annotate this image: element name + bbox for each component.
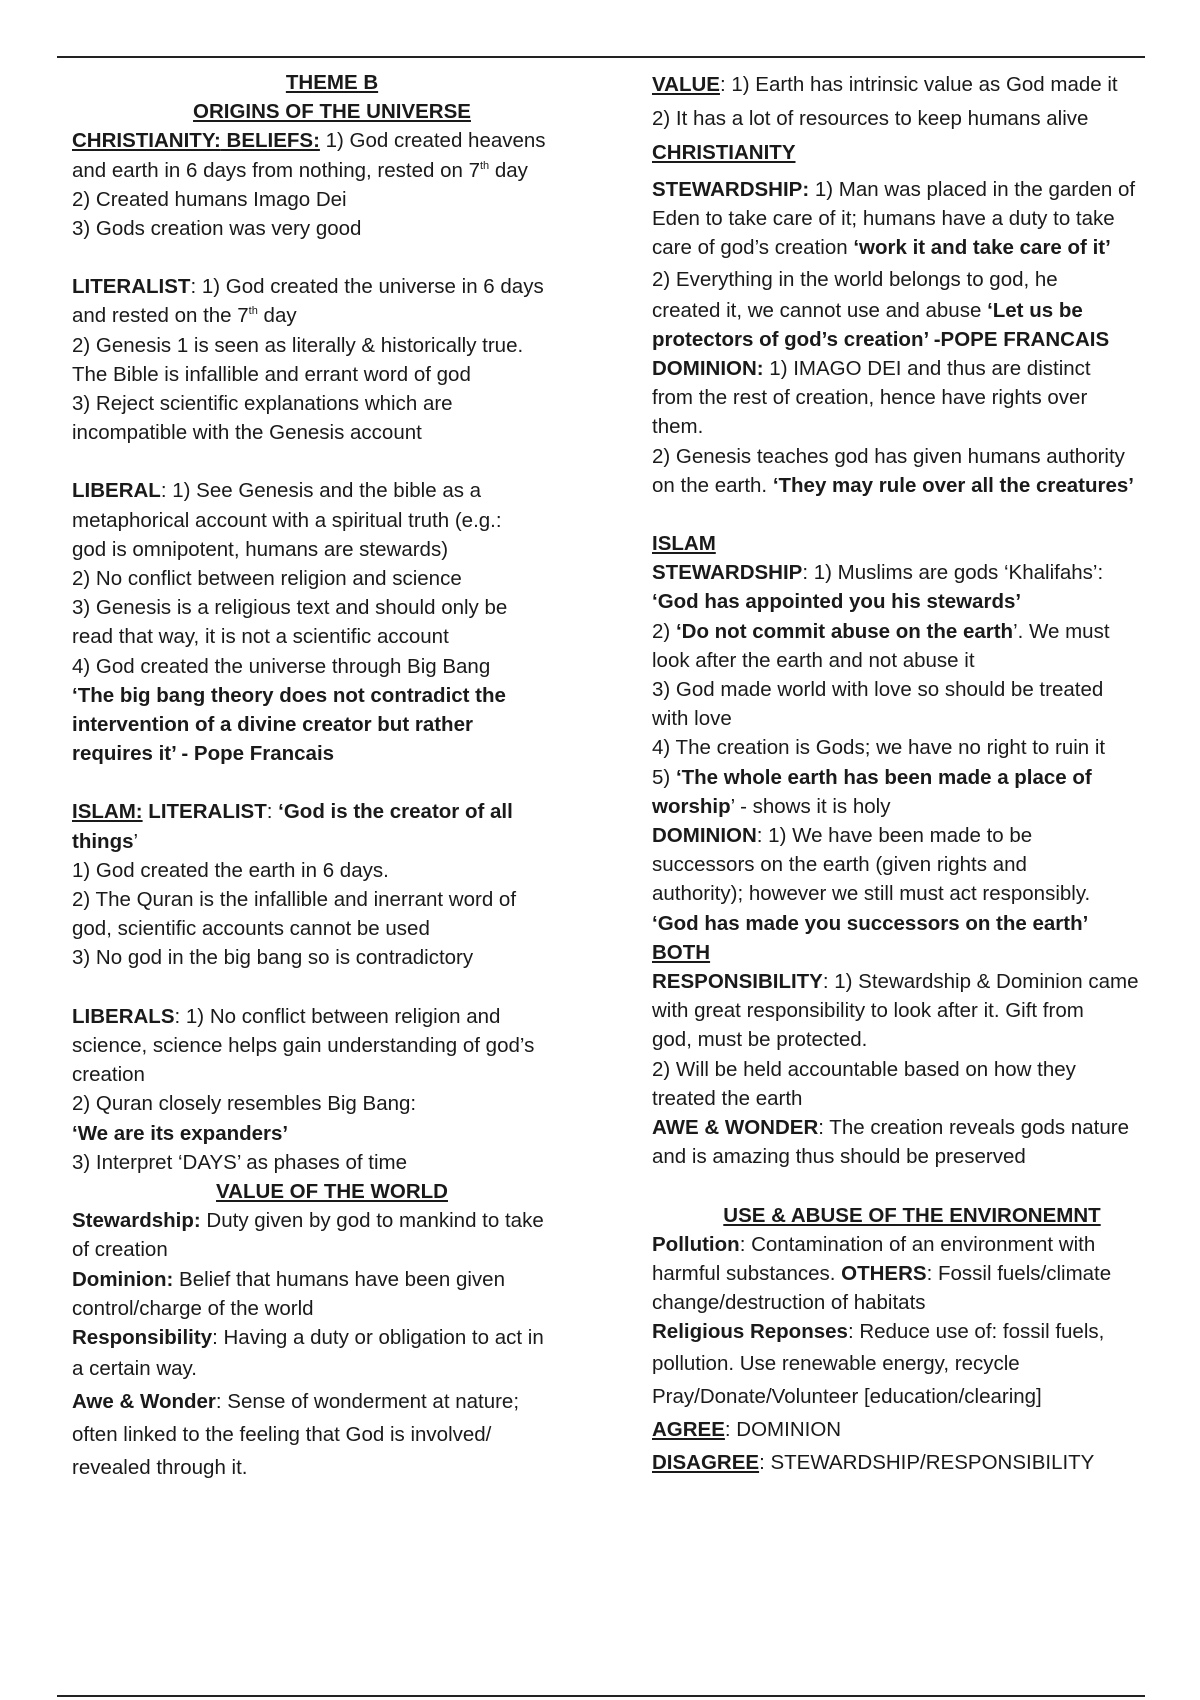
quote-line: intervention of a divine creator but rather (72, 713, 473, 737)
text-line: 1) God created the earth in 6 days. (72, 858, 389, 882)
text-line (652, 617, 1172, 646)
text-line (652, 325, 1172, 354)
text-line: 2) Everything in the world belongs to god, he (652, 267, 1058, 291)
text-line: and is amazing thus should be preserved (652, 1145, 1026, 1169)
text-line: 2) Genesis 1 is seen as literally & historically true. (72, 333, 524, 357)
text: day (489, 158, 528, 182)
text: : 1) Earth has intrinsic value as God made it (719, 73, 1118, 96)
text-line: change/destruction of habitats (652, 1291, 926, 1315)
christianity-beliefs-line (72, 126, 592, 155)
agree-line (652, 1413, 1172, 1446)
superscript: th (248, 305, 258, 318)
text-line: 2) Quran closely resembles Big Bang: (72, 1092, 417, 1116)
text: : 1) We have been made to be (756, 824, 1033, 848)
text-line (652, 792, 1172, 821)
text-line (72, 156, 592, 185)
text-line: control/charge of the world (72, 1296, 314, 1320)
text: 5) (652, 765, 676, 789)
text-line (72, 827, 592, 856)
text-line: 2) Created humans Imago Dei (72, 187, 347, 211)
text-line: treated the earth (652, 1086, 803, 1110)
text-line: from the rest of creation, hence have rights over (652, 386, 1088, 410)
text-line: with great responsibility to look after it. Gift from (652, 999, 1084, 1023)
value-of-world-title: VALUE OF THE WORLD (216, 1179, 448, 1203)
text: day (257, 304, 297, 328)
beliefs-heading: BELIEFS: (220, 129, 320, 153)
awe-wonder-def (72, 1385, 592, 1418)
quote: protectors of god’s creation (652, 327, 924, 351)
stewardship-line (652, 175, 1172, 204)
text-line: 3) Gods creation was very good (72, 217, 362, 241)
text-line: Eden to take care of it; humans have a duty to take (652, 207, 1115, 231)
left-column (72, 68, 592, 1484)
text-line: read that way, it is not a scientific account (72, 625, 449, 649)
text: Belief that humans have been given (173, 1267, 505, 1291)
text: : (266, 800, 279, 824)
quote: things (72, 829, 134, 853)
religious-responses-line (652, 1317, 1172, 1346)
text-line: god, must be protected. (652, 1028, 868, 1052)
text: : Contamination of an environment with (739, 1232, 1096, 1256)
quote: ‘They may rule over all the creatures’ (772, 473, 1135, 497)
quote: ‘work it and take care of it’ (853, 236, 1111, 260)
environment-title: USE & ABUSE OF THE ENVIRONEMNT (723, 1203, 1101, 1227)
quote-line: ‘We are its expanders’ (72, 1121, 289, 1145)
disagree-term: DISAGREE (652, 1450, 760, 1474)
pollution-line (652, 1230, 1172, 1259)
text-line: 2) Will be held accountable based on how they (652, 1057, 1076, 1081)
text: 1) God created heavens (319, 129, 546, 153)
text: : DOMINION (724, 1417, 842, 1441)
text-line: 3) Interpret ‘DAYS’ as phases of time (72, 1150, 407, 1174)
quote-line: ‘God has appointed you his stewards’ (652, 590, 1022, 614)
text: : Having a duty or obligation to act in (212, 1325, 544, 1349)
stewardship-def (72, 1206, 592, 1235)
text: and rested on the 7 (72, 304, 249, 328)
attribution: ’ -POPE FRANCAIS (923, 327, 1110, 351)
responsibility-term: RESPONSIBILITY (652, 970, 823, 994)
christianity-heading: CHRISTIANITY: (72, 129, 221, 153)
text: : Fossil fuels/climate (926, 1261, 1112, 1285)
text: created it, we cannot use and abuse (652, 298, 988, 322)
dominion-term: DOMINION: (652, 357, 764, 381)
text-line: authority); however we still must act responsibly. (652, 882, 1091, 906)
dominion-def (72, 1265, 592, 1294)
text: : 1) God created the universe in 6 days (190, 275, 544, 299)
agree-term: AGREE (652, 1417, 725, 1441)
responsibility-line (652, 967, 1172, 996)
text-line: 2) The Quran is the infallible and inerrant word of (72, 888, 517, 912)
text: 1) Man was placed in the garden of (809, 178, 1136, 201)
text-line: 2) It has a lot of resources to keep humans alive (652, 107, 1089, 130)
text-line: often linked to the feeling that God is involved/ (72, 1423, 492, 1447)
stewardship-line (652, 558, 1172, 587)
text: 1) IMAGO DEI and thus are distinct (763, 357, 1091, 381)
text: ’ (133, 829, 139, 853)
text-line: of creation (72, 1238, 168, 1262)
liberal-heading: LIBERAL (72, 479, 161, 503)
text: ’. We must (1013, 619, 1110, 643)
islam-heading: ISLAM (652, 532, 716, 556)
both-heading: BOTH (652, 940, 711, 964)
text-line: with love (652, 707, 732, 731)
text: on the earth. (652, 473, 773, 497)
religious-responses-term: Religious Reponses (652, 1320, 848, 1344)
text-line (652, 763, 1172, 792)
text-line (652, 471, 1172, 500)
literalist-heading: LITERALIST (142, 800, 267, 824)
text-line: god, scientific accounts cannot be used (72, 917, 430, 941)
text: : STEWARDSHIP/RESPONSIBILITY (759, 1450, 1095, 1474)
value-line (652, 68, 1172, 101)
text-line (652, 296, 1172, 325)
text-line: creation (72, 1063, 145, 1087)
text: : 1) Muslims are gods ‘Khalifahs’: (802, 561, 1104, 585)
stewardship-term: STEWARDSHIP: (652, 178, 810, 201)
text: : 1) Stewardship & Dominion came (822, 970, 1139, 994)
text-line: incompatible with the Genesis account (72, 421, 422, 445)
origins-title: ORIGINS OF THE UNIVERSE (193, 100, 471, 124)
text-line: god is omnipotent, humans are stewards) (72, 537, 449, 561)
text-line: metaphorical account with a spiritual truth (e.g.: (72, 508, 502, 532)
responsibility-def (72, 1323, 592, 1352)
theme-title: THEME B (285, 71, 379, 94)
dominion-line (652, 354, 1172, 383)
text-line: a certain way. (72, 1357, 197, 1381)
text-line: science, science helps gain understanding of god’s (72, 1033, 535, 1057)
text-line: 2) Genesis teaches god has given humans authority (652, 444, 1125, 468)
text: harmful substances. (652, 1261, 842, 1285)
text: : 1) No conflict between religion and (174, 1004, 501, 1028)
dominion-term: DOMINION (652, 824, 757, 848)
text: Duty given by god to mankind to take (200, 1209, 544, 1233)
top-rule (57, 56, 1145, 58)
bottom-rule (57, 1695, 1145, 1697)
text-line: Pray/Donate/Volunteer [education/clearing] (652, 1384, 1042, 1408)
liberal-line (72, 476, 592, 505)
quote: ‘Let us be (987, 298, 1083, 322)
quote: worship (652, 794, 731, 818)
responsibility-term: Responsibility (72, 1325, 213, 1349)
pollution-term: Pollution (652, 1232, 740, 1256)
text-line: successors on the earth (given rights and (652, 853, 1027, 877)
text: : Reduce use of: fossil fuels, (847, 1320, 1105, 1344)
text-line: look after the earth and not abuse it (652, 648, 975, 672)
stewardship-term: STEWARDSHIP (652, 561, 803, 585)
liberals-heading: LIBERALS (72, 1004, 175, 1028)
text-line: 4) God created the universe through Big Bang (72, 654, 491, 678)
text-line (652, 1259, 1172, 1288)
awe-wonder-term: AWE & WONDER (652, 1116, 819, 1140)
quote-line: ‘God has made you successors on the earth’ (652, 911, 1089, 935)
text: : 1) See Genesis and the bible as a (160, 479, 482, 503)
text-line (72, 301, 592, 330)
text: 2) (652, 619, 676, 643)
quote: ‘Do not commit abuse on the earth (675, 619, 1014, 643)
literalist-line (72, 272, 592, 301)
text-line: 3) God made world with love so should be treated (652, 678, 1104, 702)
quote: ‘God is the creator of all (278, 800, 513, 824)
christianity-heading: CHRISTIANITY (652, 141, 796, 164)
dominion-line (652, 821, 1172, 850)
text-line: pollution. Use renewable energy, recycle (652, 1351, 1020, 1375)
stewardship-term: Stewardship: (72, 1209, 201, 1233)
value-term: VALUE (652, 73, 720, 96)
text-line: 4) The creation is Gods; we have no right to ruin it (652, 736, 1106, 760)
dominion-term: Dominion: (72, 1267, 174, 1291)
text: and earth in 6 days from nothing, rested on 7 (72, 158, 480, 182)
text-line: 3) Reject scientific explanations which are (72, 392, 453, 416)
text-line: 2) No conflict between religion and science (72, 567, 462, 591)
islam-heading: ISLAM: (72, 800, 143, 824)
text: ’ - shows it is holy (730, 794, 891, 818)
awe-wonder-line (652, 1113, 1172, 1142)
superscript: th (479, 159, 490, 172)
liberals-line (72, 1002, 592, 1031)
literalist-heading: LITERALIST (72, 275, 191, 299)
text-line: revealed through it. (72, 1456, 248, 1480)
text-line: 3) Genesis is a religious text and should only be (72, 596, 508, 620)
quote-line: ‘The big bang theory does not contradict the (72, 683, 506, 707)
disagree-line (652, 1446, 1172, 1479)
text: : The creation reveals gods nature (818, 1116, 1130, 1140)
others-term: OTHERS (841, 1261, 927, 1285)
text-line (652, 233, 1172, 262)
quote: ‘The whole earth has been made a place of (675, 765, 1092, 789)
text: : Sense of wonderment at nature; (215, 1390, 520, 1414)
quote-line: requires it’ - Pope Francais (72, 742, 335, 766)
text: care of god’s creation (652, 236, 854, 260)
text-line: 3) No god in the big bang so is contradictory (72, 946, 474, 970)
islam-literalist-line (72, 797, 592, 826)
text-line: them. (652, 415, 704, 439)
right-column (652, 68, 1172, 1479)
text-line: The Bible is infallible and errant word of god (72, 362, 471, 386)
awe-wonder-term: Awe & Wonder (72, 1390, 216, 1414)
